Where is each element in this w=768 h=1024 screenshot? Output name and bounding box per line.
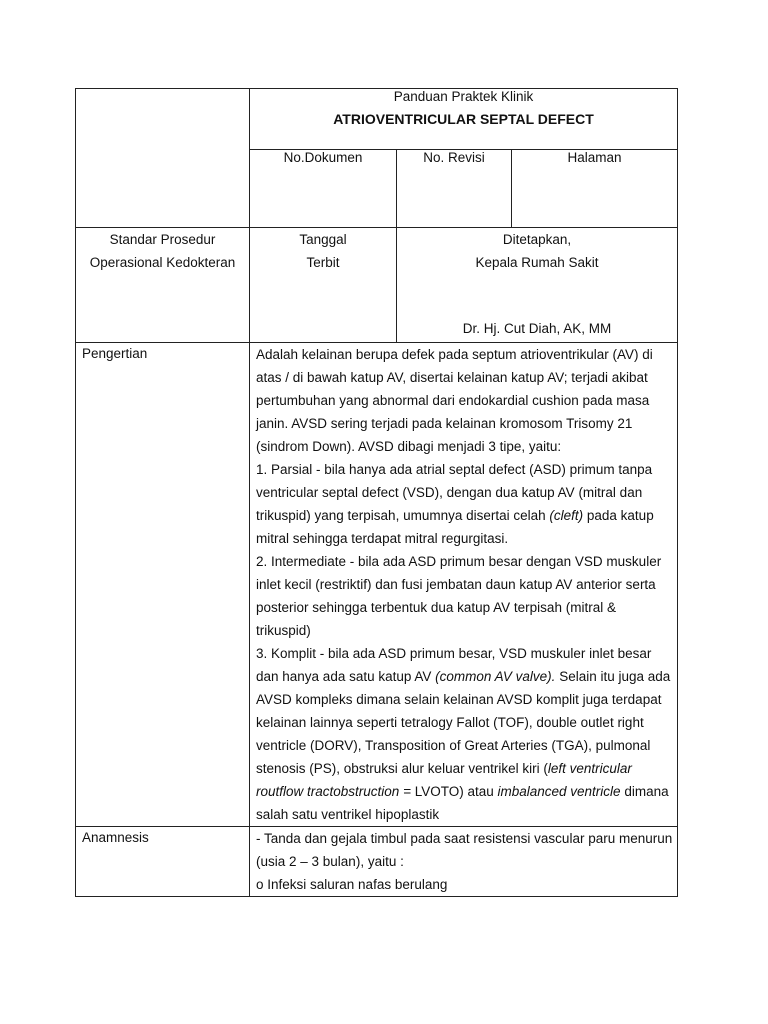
- halaman-label: Halaman: [567, 150, 622, 165]
- signer-name: Dr. Hj. Cut Diah, AK, MM: [462, 321, 612, 336]
- ditetapkan-label: Ditetapkan,: [502, 232, 572, 247]
- text-segment: Selain itu juga ada AVSD kompleks dimana selain kelainan AVSD komplit juga terdapat kelainan lainnya seperti tetralogy Fallot (TOF), double outlet right ventricle (DORV), Transposition of Great Arteries (TGA), pulmonal stenosis (PS), obstruksi alur keluar ventrikel kiri (: [256, 669, 671, 776]
- italic-segment: imbalanced ventricle: [497, 784, 621, 799]
- anamnesis-label: Anamnesis: [82, 830, 149, 845]
- anamnesis-row: [76, 827, 678, 897]
- anamnesis-label-cell: [76, 827, 250, 897]
- text-segment: pada katup mitral sehingga terdapat mitral regurgitasi.: [256, 508, 654, 546]
- pengertian-paragraph-2: [256, 458, 673, 550]
- no-dokumen-cell: [250, 150, 397, 228]
- terbit-label: Terbit: [306, 255, 340, 270]
- text-segment: 3. Komplit - bila ada ASD primum besar, VSD muskuler inlet besar dan hanya ada satu katup AV: [256, 646, 652, 684]
- italic-segment: (cleft): [549, 508, 584, 523]
- pengertian-content: [250, 343, 678, 827]
- no-revisi-cell: [397, 150, 512, 228]
- sop-label-line1: Standar Prosedur: [109, 232, 216, 247]
- pengertian-row: [76, 343, 678, 827]
- anamnesis-line-1: - Tanda dan gejala timbul pada saat resistensi vascular paru menurun (usia 2 – 3 bulan), yaitu :: [256, 831, 673, 869]
- sop-label-line2: Operasional Kedokteran: [89, 255, 236, 270]
- italic-segment: left ventricular routflow tractobstruction =: [256, 761, 632, 799]
- tanggal-terbit-cell: [250, 228, 397, 343]
- pengertian-paragraph-4: [256, 642, 673, 826]
- logo-cell: [76, 89, 250, 228]
- header-subtitle: Panduan Praktek Klinik: [393, 89, 534, 104]
- sop-label-cell: [76, 228, 250, 343]
- text-segment: dimana salah satu ventrikel hipoplastik: [256, 784, 669, 822]
- no-revisi-label: No. Revisi: [423, 150, 485, 165]
- pengertian-paragraph-1: Adalah kelainan berupa defek pada septum atrioventrikular (AV) di atas / di bawah katup AV, disertai kelainan katup AV; terjadi akibat pertumbuhan yang abnormal dari endokardial cushion pada masa janin. AVSD sering terjadi pada kelainan kromosom Trisomy 21 (sindrom Down). AVSD dibagi menjadi 3 tipe, yaitu:: [256, 347, 653, 454]
- halaman-cell: [512, 150, 678, 228]
- text-segment: 1. Parsial - bila hanya ada atrial septal defect (ASD) primum tanpa ventricular septal defect (VSD), dengan dua katup AV (mitral dan trikuspid) yang terpisah, umumnya disertai celah: [256, 462, 653, 523]
- tanggal-label: Tanggal: [299, 232, 347, 247]
- header-row: [76, 89, 678, 150]
- italic-segment: (common AV valve).: [435, 669, 556, 684]
- ditetapkan-cell: [397, 228, 678, 343]
- anamnesis-line-2: o Infeksi saluran nafas berulang: [256, 877, 448, 892]
- pengertian-paragraph-3: 2. Intermediate - bila ada ASD primum besar dengan VSD muskuler inlet kecil (restriktif) dan fusi jembatan daun katup AV anterior serta posterior sehingga terbentuk dua katup AV terpisah (mitral & trikuspid): [256, 554, 662, 638]
- sop-row: [76, 228, 678, 343]
- pengertian-label: Pengertian: [82, 346, 148, 361]
- kepala-rs-label: Kepala Rumah Sakit: [475, 255, 599, 270]
- anamnesis-content: [250, 827, 678, 897]
- document-title: ATRIOVENTRICULAR SEPTAL DEFECT: [333, 111, 594, 127]
- text-segment: LVOTO) atau: [410, 784, 498, 799]
- document-table: [75, 88, 678, 897]
- no-dokumen-label: No.Dokumen: [283, 150, 363, 165]
- header-title-cell: [250, 89, 678, 150]
- pengertian-label-cell: [76, 343, 250, 827]
